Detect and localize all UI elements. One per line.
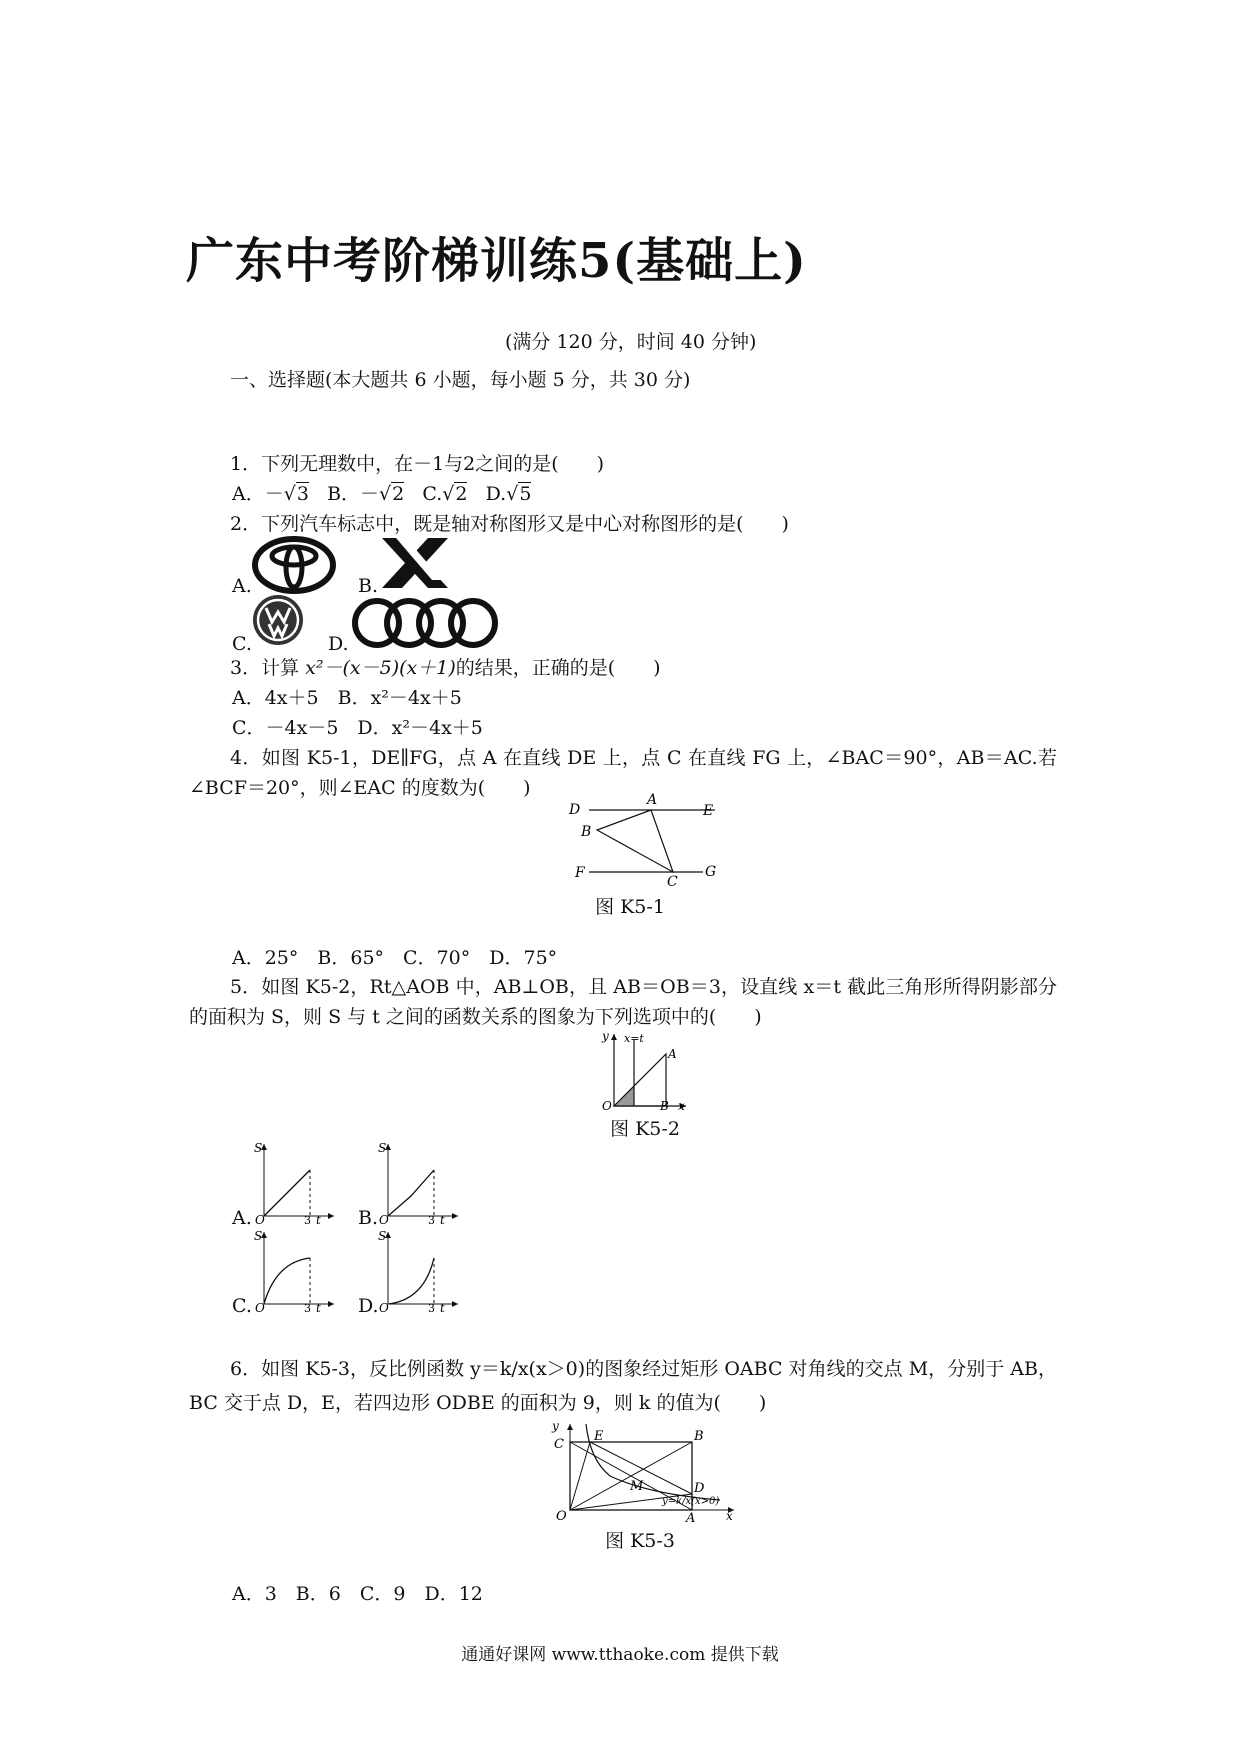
q2-option-c-label: C.: [232, 633, 252, 655]
figure-k5-3-diagram: [548, 1420, 738, 1524]
label-f: F: [575, 865, 585, 881]
fig3-function-label: y=k/x(x>0): [662, 1496, 720, 1507]
graph-b-label-s: S: [378, 1141, 387, 1155]
fig3-label-y: y: [552, 1420, 559, 1433]
fig3-label-e: E: [594, 1429, 604, 1444]
fig3-label-b: B: [694, 1429, 704, 1444]
fig3-label-o: O: [556, 1509, 567, 1524]
graph-c-label-o: O: [255, 1301, 265, 1314]
q5-option-a-label: A.: [232, 1207, 252, 1229]
audi-rings-logo-icon: [350, 594, 500, 652]
label-a: A: [647, 792, 658, 808]
question-2-stem: 2．下列汽车标志中，既是轴对称图形又是中心对称图形的是( ): [230, 513, 789, 535]
graph-a-label-3: 3: [304, 1214, 311, 1226]
figure-k5-3-caption: 图 K5-3: [605, 1530, 675, 1552]
option-c-radicand: 2: [455, 483, 468, 505]
option-a-label: A．－: [232, 483, 284, 505]
question-5-stem: 5．如图 K5-2，Rt△AOB 中，AB⊥OB，且 AB＝OB＝3，设直线 x＝t 截此三角形所得阴影部分的面积为 S，则 S 与 t 之间的函数关系的图象为下列选项中的( ): [189, 976, 1057, 1028]
q3-stem-prefix: 3．计算: [230, 657, 306, 679]
question-4-options: A．25° B．65° C．70° D．75°: [232, 947, 558, 969]
section-heading: 一、选择题(本大题共 6 小题，每小题 5 分，共 30 分): [230, 369, 691, 391]
graph-d-label-o: O: [379, 1301, 389, 1314]
fig3-label-m: M: [630, 1479, 644, 1494]
question-3-options-row2: C．－4x－5 D．x²－4x＋5: [232, 717, 483, 739]
label-c: C: [667, 874, 678, 888]
x-logo-icon: [378, 534, 452, 592]
figure-k5-2-diagram: [600, 1030, 690, 1110]
graph-d-label-3: 3: [428, 1302, 435, 1314]
graph-c-label-3: 3: [304, 1302, 311, 1314]
fig2-label-a: A: [668, 1047, 677, 1061]
question-6-stem: 6．如图 K5-3，反比例函数 y＝k/x(x＞0)的图象经过矩形 OABC 对角线的交点 M，分别于 AB，BC 交于点 D，E，若四边形 ODBE 的面积为 9，则 k 的值为( ): [189, 1358, 1057, 1414]
option-a-graph: [252, 1140, 338, 1226]
exam-meta: (满分 120 分，时间 40 分钟): [505, 331, 757, 353]
fig2-label-x: x: [678, 1099, 685, 1110]
q3-expression: x²－(x－5)(x＋1): [305, 657, 456, 679]
q2-option-a-label: A.: [232, 575, 252, 597]
fig3-label-x: x: [726, 1509, 733, 1523]
option-b-radicand: 2: [392, 483, 405, 505]
question-1-options: A．－√3 B．－√2 C.√2 D.√5: [232, 483, 532, 505]
option-a-radicand: 3: [296, 483, 309, 505]
graph-a-label-s: S: [254, 1141, 263, 1155]
option-d-graph: [376, 1228, 462, 1314]
fig2-label-o: O: [602, 1099, 612, 1110]
option-b-label: B．－: [327, 483, 380, 505]
option-c-label: C.: [422, 483, 443, 505]
fig2-label-b: B: [660, 1099, 669, 1110]
graph-a-label-o: O: [255, 1213, 265, 1226]
fig3-label-c: C: [554, 1437, 564, 1452]
question-3-stem: [230, 656, 661, 680]
q5-option-b-label: B.: [358, 1207, 379, 1229]
question-1-stem: 1．下列无理数中，在－1与2之间的是( ): [230, 453, 605, 475]
option-b-graph: [376, 1140, 462, 1226]
fig3-label-d: D: [694, 1481, 705, 1496]
option-d-radicand: 5: [519, 483, 532, 505]
graph-b-label-3: 3: [428, 1214, 435, 1226]
question-4-stem: 4．如图 K5-1，DE∥FG，点 A 在直线 DE 上，点 C 在直线 FG 上，∠BAC＝90°，AB＝AC.若∠BCF＝20°，则∠EAC 的度数为( ): [189, 747, 1057, 799]
graph-b-label-o: O: [379, 1213, 389, 1226]
graph-b-label-t: t: [440, 1213, 445, 1226]
figure-k5-1-caption: 图 K5-1: [595, 896, 665, 918]
question-3-options-row1: A．4x＋5 B．x²－4x＋5: [232, 687, 462, 709]
fig2-label-y: y: [602, 1030, 609, 1043]
toyota-logo-icon: [252, 536, 337, 594]
label-e: E: [703, 803, 714, 819]
graph-d-label-t: t: [440, 1301, 445, 1314]
option-d-label: D.: [485, 483, 507, 505]
option-c-graph: [252, 1228, 338, 1314]
page-title: 广东中考阶梯训练5(基础上): [186, 233, 807, 289]
label-d: D: [569, 802, 581, 818]
graph-c-label-t: t: [316, 1301, 321, 1314]
question-6-options: A．3 B．6 C．9 D．12: [232, 1583, 483, 1605]
graph-a-label-t: t: [316, 1213, 321, 1226]
q3-stem-suffix: 的结果，正确的是( ): [455, 657, 661, 679]
volkswagen-logo-icon: [250, 592, 306, 648]
page-footer: 通通好课网 www.tthaoke.com 提供下载: [461, 1645, 779, 1665]
graph-c-label-s: S: [254, 1229, 263, 1243]
figure-k5-2-caption: 图 K5-2: [610, 1118, 680, 1140]
fig3-label-a: A: [686, 1511, 696, 1524]
q2-option-b-label: B.: [358, 575, 379, 597]
q5-option-d-label: D.: [358, 1295, 379, 1317]
q2-option-d-label: D.: [328, 633, 349, 655]
q5-option-c-label: C.: [232, 1295, 252, 1317]
label-b: B: [581, 824, 592, 840]
figure-k5-1-diagram: [565, 792, 725, 888]
label-g: G: [705, 864, 717, 880]
fig2-label-xt: x=t: [624, 1032, 644, 1045]
graph-d-label-s: S: [378, 1229, 387, 1243]
